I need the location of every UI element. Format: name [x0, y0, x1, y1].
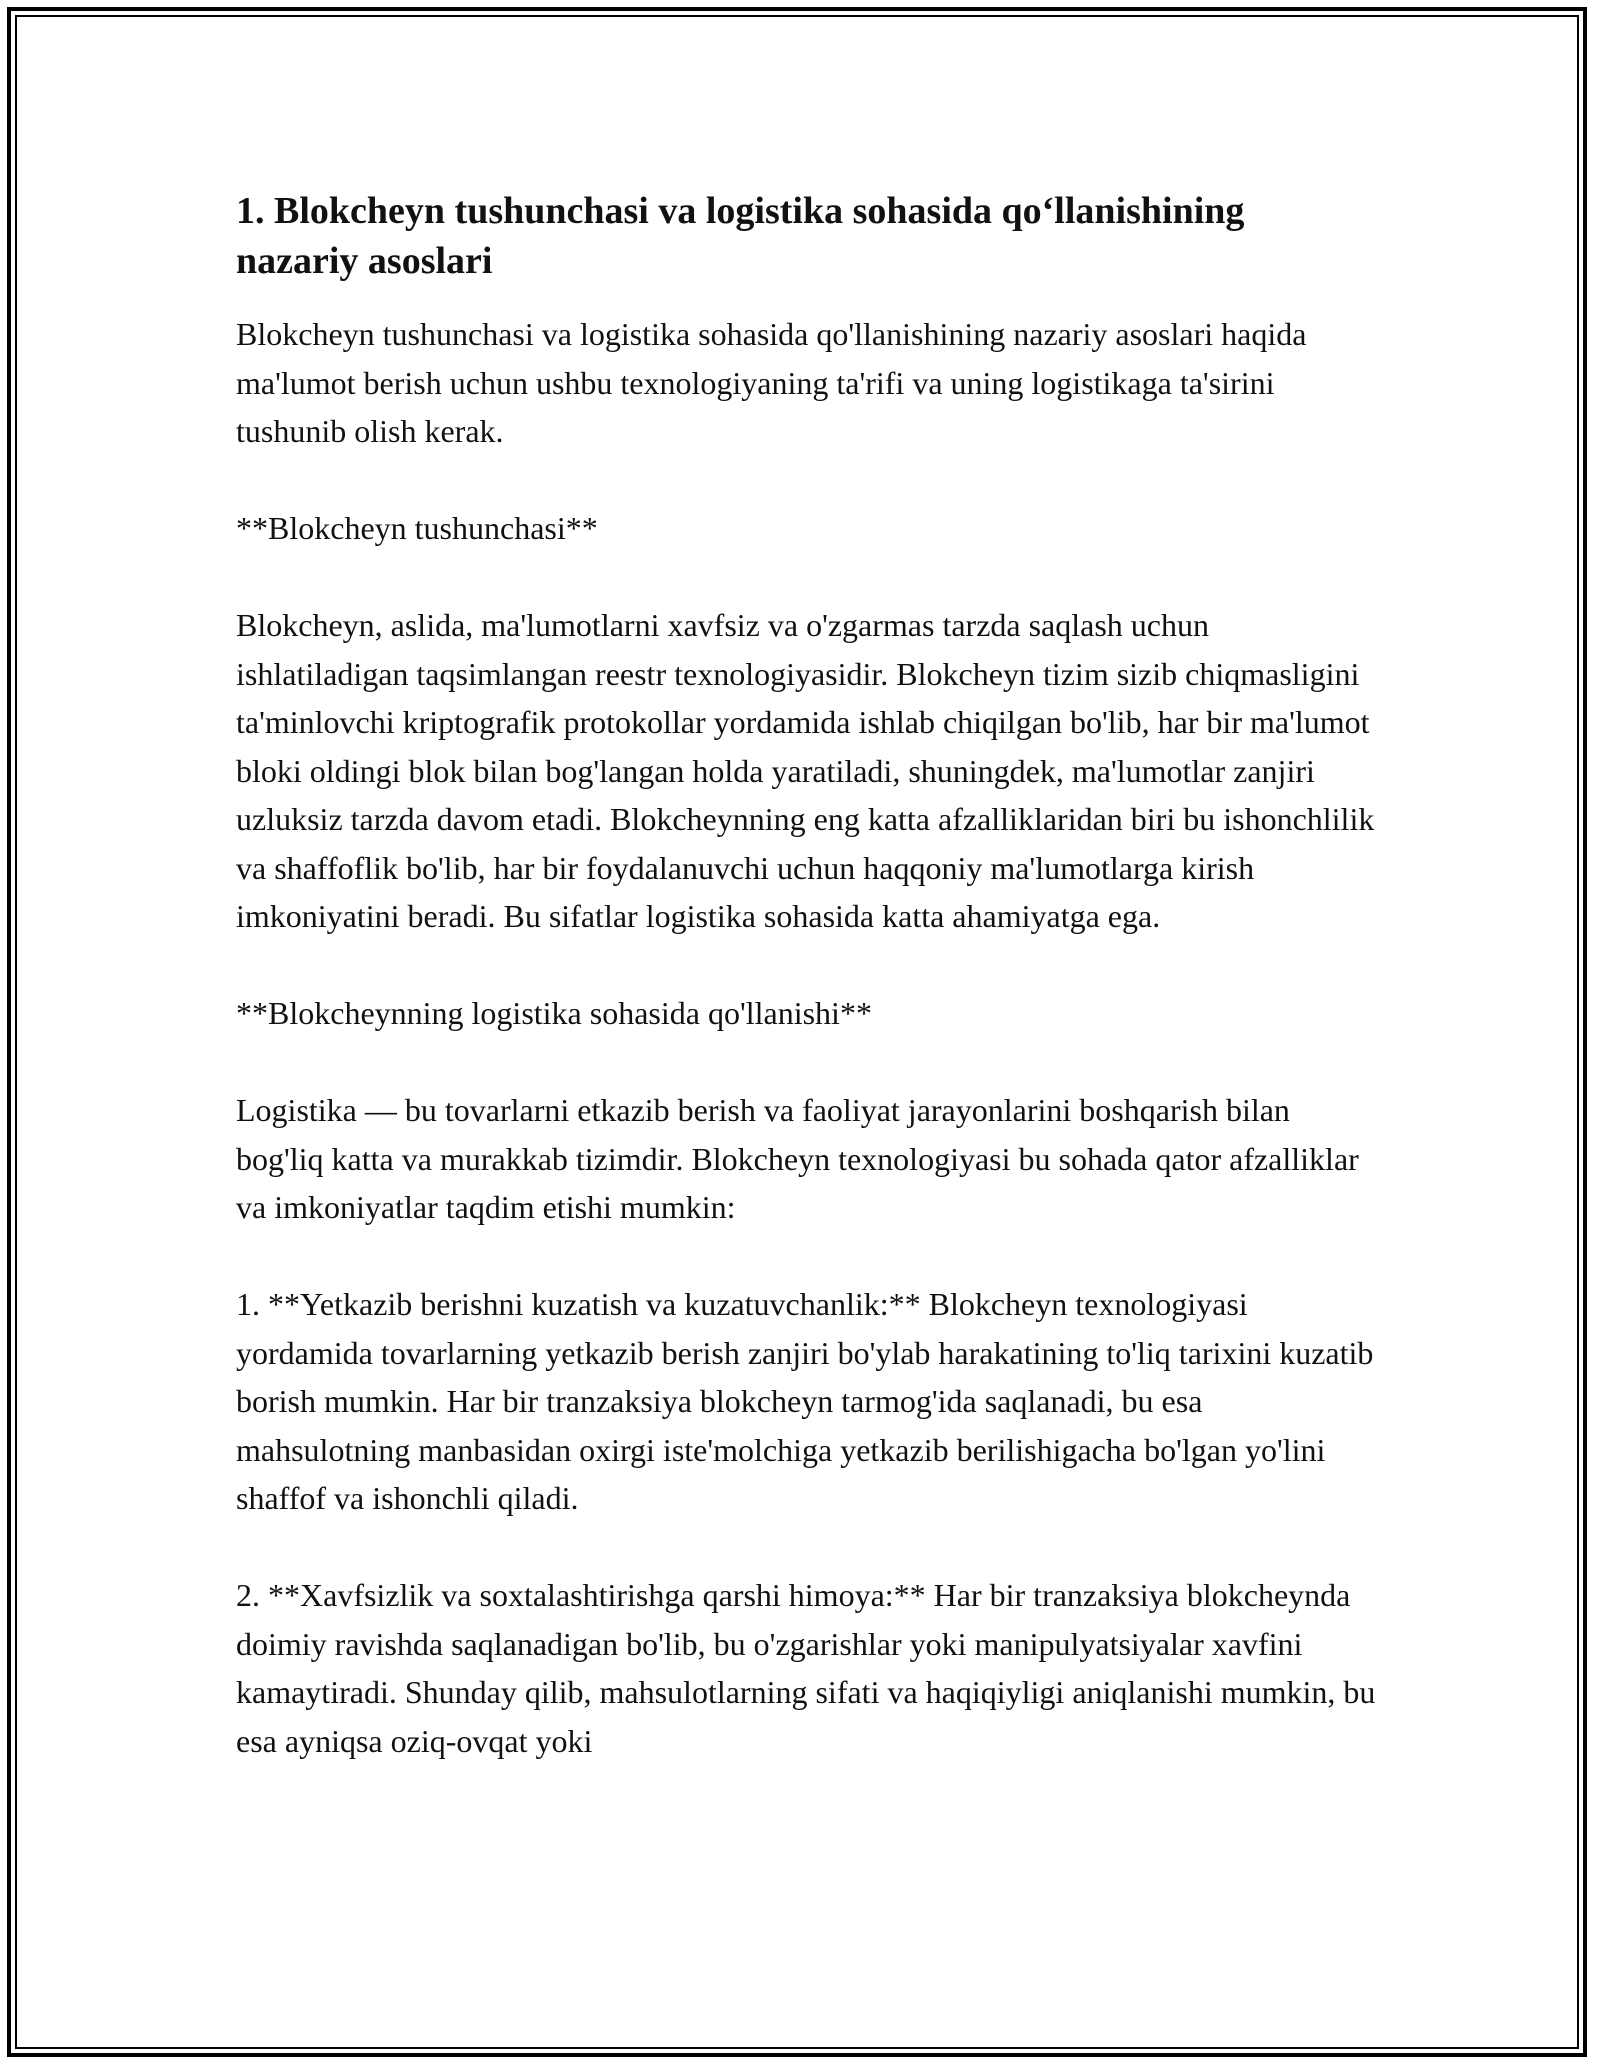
subheading-blockchain-concept: **Blokcheyn tushunchasi**	[236, 510, 598, 546]
document-body	[236, 186, 1376, 1814]
intro-paragraph: Blokcheyn tushunchasi va logistika sohasida qo'llanishining nazariy asoslari haqida ma'lumot berish uchun ushbu texnologiyaning ta'rifi va uning logistikaga ta'sirini tushunib olish kerak.	[236, 316, 1307, 449]
list-item-tracking: 1. **Yetkazib berishni kuzatish va kuzatuvchanlik:** Blokcheyn texnologiyasi yordamida tovarlarning yetkazib berish zanjiri bo'ylab harakatining to'liq tarixini kuzatib borish mumkin. Har bir tranzaksiya blokcheyn tarmog'ida saqlanadi, bu esa mahsulotning manbasidan oxirgi iste'molchiga yetkazib berilishigacha bo'lgan yo'lini shaffof va ishonchli qiladi.	[236, 1286, 1374, 1516]
list-item-security: 2. **Xavfsizlik va soxtalashtirishga qarshi himoya:** Har bir tranzaksiya blokcheynda doimiy ravishda saqlanadigan bo'lib, bu o'zgarishlar yoki manipulyatsiyalar xavfini kamaytiradi. Shunday qilib, mahsulotlarning sifati va haqiqiyligi aniqlanishi mumkin, bu esa ayniqsa oziq-ovqat yoki	[236, 1577, 1376, 1759]
blockchain-definition-paragraph: Blokcheyn, aslida, ma'lumotlarni xavfsiz va o'zgarmas tarzda saqlash uchun ishlatiladigan taqsimlangan reestr texnologiyasidir. Blokcheyn tizim sizib chiqmasligini ta'minlovchi kriptografik protokollar yordamida ishlab chiqilgan bo'lib, har bir ma'lumot bloki oldingi blok bilan bog'langan holda yaratiladi, shuningdek, ma'lumotlar zanjiri uzluksiz tarzda davom etadi. Blokcheynning eng katta afzalliklaridan biri bu ishonchlilik va shaffoflik bo'lib, har bir foydalanuvchi uchun haqqoniy ma'lumotlarga kirish imkoniyatini beradi. Bu sifatlar logistika sohasida katta ahamiyatga ega.	[236, 607, 1375, 934]
logistics-paragraph: Logistika — bu tovarlarni etkazib berish va faoliyat jarayonlarini boshqarish bilan bog'liq katta va murakkab tizimdir. Blokcheyn texnologiyasi bu sohada qator afzalliklar va imkoniyatlar taqdim etishi mumkin:	[236, 1092, 1359, 1225]
section-heading: 1. Blokcheyn tushunchasi va logistika sohasida qo‘llanishining nazariy asoslari	[236, 190, 1245, 282]
subheading-blockchain-logistics: **Blokcheynning logistika sohasida qo'llanishi**	[236, 995, 872, 1031]
